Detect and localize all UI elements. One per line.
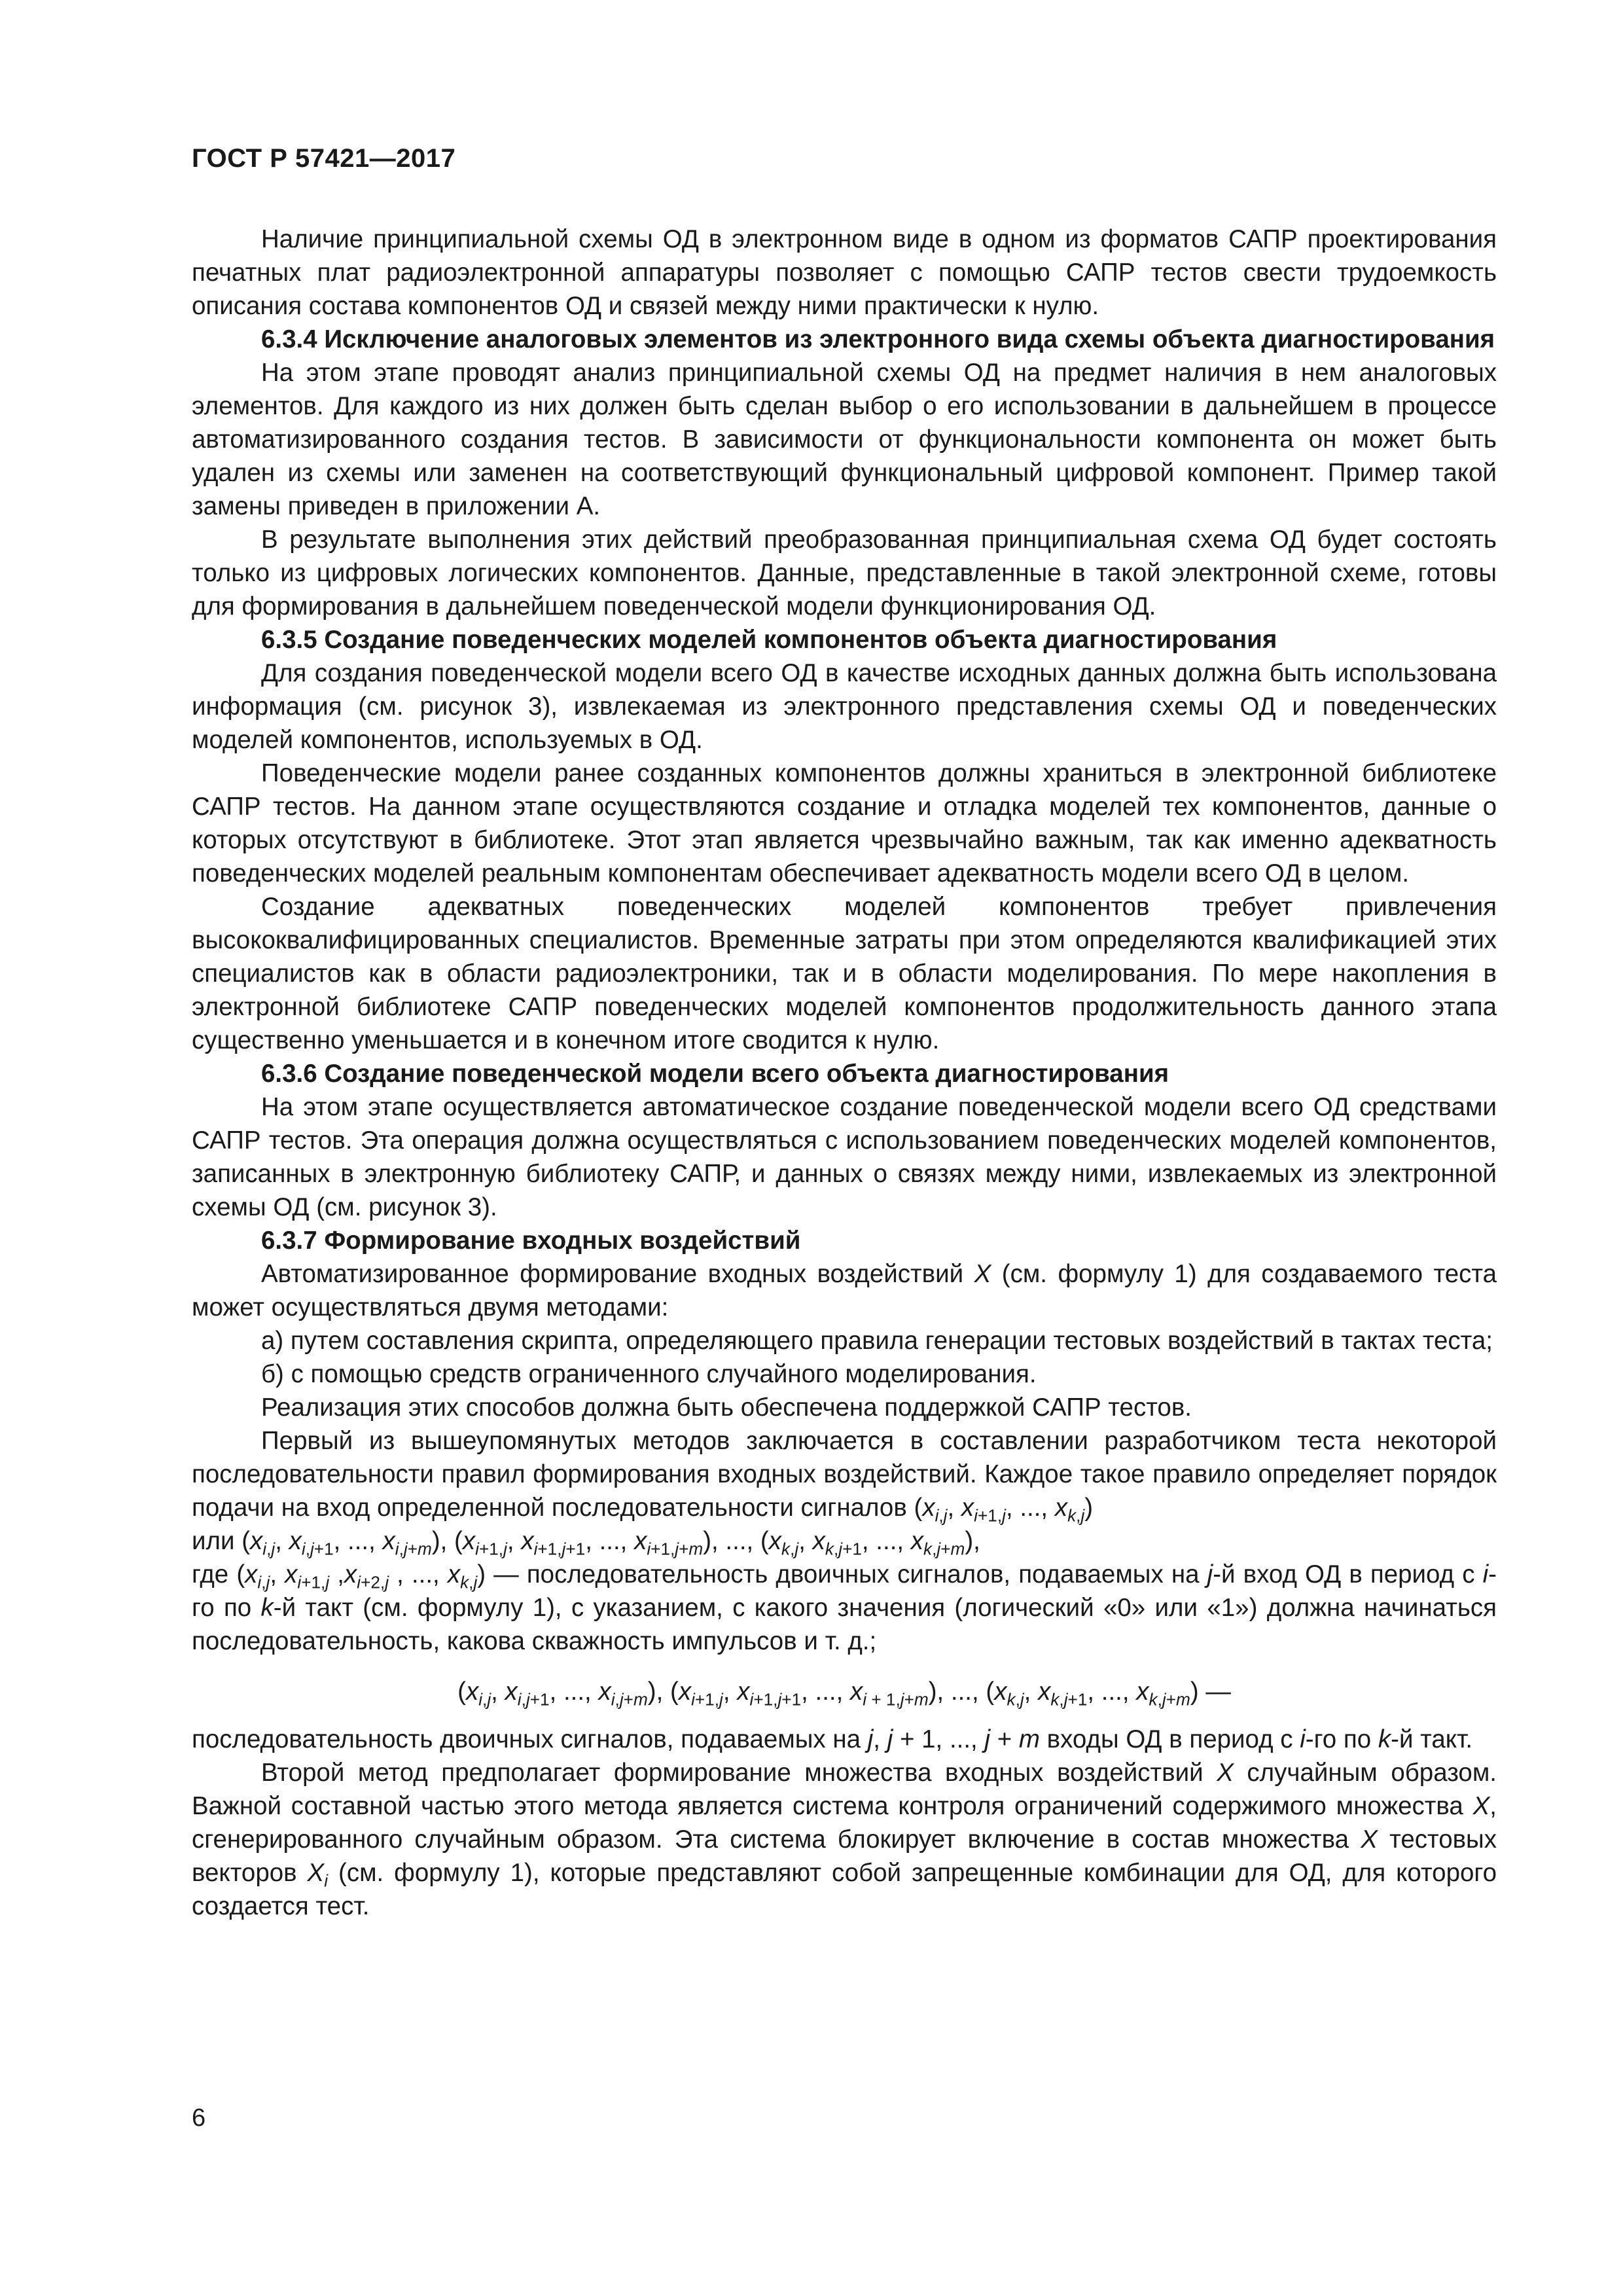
paragraph bbox=[192, 1558, 1497, 1658]
variable: i bbox=[1482, 1560, 1489, 1588]
text-run: Второй метод предполагает формирование множества входных воздействий bbox=[261, 1759, 1217, 1787]
text-run: (см. формулу 1), которые представляют собой запрещенные комбинации для ОД, для которого создается тест. bbox=[192, 1859, 1497, 1920]
text-run: , сгенерированного случайным образом. Эта система блокирует включение в состав множества bbox=[192, 1792, 1497, 1854]
paragraph: В результате выполнения этих действий преобразованная принципиальная схема ОД будет состоять только из цифровых логических компонентов. Данные, представленные в такой электронной схеме, готовы для формирования в дальнейшем поведенческой модели функционирования ОД. bbox=[192, 526, 1497, 620]
text-run: -й такт. bbox=[1391, 1725, 1473, 1753]
text-run: -й вход ОД в период с bbox=[1213, 1560, 1483, 1588]
variable: k bbox=[1378, 1725, 1391, 1753]
text-run: + 1, ..., bbox=[893, 1725, 985, 1753]
text-run: или bbox=[192, 1527, 235, 1555]
variable-x: X bbox=[1472, 1792, 1490, 1820]
text-run: Автоматизированное формирование входных воздействий bbox=[261, 1260, 974, 1288]
paragraph bbox=[192, 1723, 1497, 1756]
variable: j bbox=[984, 1725, 990, 1753]
section-heading-6-3-7: 6.3.7 Формирование входных воздействий bbox=[261, 1227, 801, 1255]
variable: j bbox=[867, 1725, 874, 1753]
page-number: 6 bbox=[192, 2104, 206, 2132]
paragraph bbox=[192, 1257, 1497, 1324]
paragraph bbox=[192, 1756, 1497, 1923]
paragraph: Наличие принципиальной схемы ОД в электронном виде в одном из форматов САПР проектирования печатных плат радиоэлектронной аппаратуры позволяет с помощью САПР тестов свести трудоемкость описания состава компонентов ОД и связей между ними практически к нулю. bbox=[192, 225, 1497, 320]
text-run: последовательность двоичных сигналов, подаваемых на bbox=[192, 1725, 868, 1753]
paragraph: Создание адекватных поведенческих моделей компонентов требует привлечения высококвалифицированных специалистов. Временные затраты при этом определяются квалификацией этих специалистов как в области радиоэлектроники, так и в области моделирования. По мере накопления в электронной библиотеке САПР поведенческих моделей компонентов продолжительность данного этапа существенно уменьшается и в конечном итоге сводится к нулю. bbox=[192, 893, 1497, 1054]
paragraph bbox=[192, 1424, 1497, 1524]
variable: j bbox=[887, 1725, 893, 1753]
variable: m bbox=[1018, 1725, 1040, 1753]
paragraph: На этом этапе осуществляется автоматическое создание поведенческой модели всего ОД средствами САПР тестов. Эта операция должна осуществляться с использованием поведенческих моделей компонентов, записанных в электронную библиотеку САПР, и данных о связях между ними, извлекаемых из электронной схемы ОД (см. рисунок 3). bbox=[192, 1093, 1497, 1221]
standard-designation: ГОСТ Р 57421—2017 bbox=[192, 144, 456, 173]
text-run: — последовательность двоичных сигналов, подаваемых на bbox=[486, 1560, 1207, 1588]
text-run: , bbox=[873, 1725, 887, 1753]
variable-subscript: i bbox=[324, 1871, 329, 1891]
paragraph: Для создания поведенческой модели всего ОД в качестве исходных данных должна быть использована информация (см. рисунок 3), извлекаемая из электронного представления схемы ОД и поведенческих моделей компонентов, используемых в ОД. bbox=[192, 659, 1497, 754]
list-item-a: а) путем составления скрипта, определяющего правила генерации тестовых воздействий в тактах теста; bbox=[261, 1327, 1493, 1355]
paragraph bbox=[192, 1524, 1497, 1558]
variable-x: X bbox=[1361, 1825, 1378, 1854]
text-run: входы ОД в период с bbox=[1039, 1725, 1300, 1753]
inline-formula: ($x_{i,j}$, $x_{i,j+1}$, ..., $x_{i,j+m}$), ($x_{i+1,j}$, $x_{i+1,j+1}$, ..., $x_{i+1,j+m}$), ..., ($x_{k,j}$, $x_{k,j+1}$, ..., $x_{k,j+m}$), bbox=[241, 1527, 980, 1559]
variable: k bbox=[260, 1594, 274, 1622]
variable: j bbox=[1207, 1560, 1213, 1588]
document-body bbox=[192, 223, 1497, 1923]
text-run: -го по bbox=[192, 1560, 1497, 1622]
text-run: (см. формулу 1) для создаваемого теста может осуществляться двумя методами: bbox=[192, 1260, 1497, 1321]
text-run: — bbox=[1198, 1677, 1231, 1706]
display-formula: ($x_{i,j}$, $x_{i,j+1}$, ..., $x_{i,j+m}$), ($x_{i+1,j}$, $x_{i+1,j+1}$, ..., $x_{i + 1,j+m}$), ..., ($x_{k,j}$, $x_{k,j+1}$, ..., $x_{k,j+m}$) — bbox=[457, 1677, 1231, 1710]
text-run: -го по bbox=[1305, 1725, 1378, 1753]
inline-formula: ($x_{i,j}$, $x_{i+1,j}$ $,x_{i+2,j}$ , ..., $x_{k,j}$) bbox=[236, 1560, 486, 1592]
text-run: тестовых векторов bbox=[192, 1825, 1497, 1887]
paragraph: Поведенческие модели ранее созданных компонентов должны храниться в электронной библиотеке САПР тестов. На данном этапе осуществляются создание и отладка моделей тех компонентов, данные о которых отсутствуют в библиотеке. Этот этап является чрезвычайно важным, так как именно адекватность поведенческих моделей реальным компонентам обеспечивает адекватность модели всего ОД в целом. bbox=[192, 759, 1497, 888]
variable: i bbox=[1300, 1725, 1306, 1753]
section-heading-6-3-6: 6.3.6 Создание поведенческой модели всего объекта диагностирования bbox=[261, 1060, 1169, 1088]
text-run: где bbox=[192, 1560, 229, 1588]
text-run: -й такт (см. формулу 1), с указанием, с какого значения (логический «0» или «1») должна начинаться последовательность, какова скважность импульсов и т. д.; bbox=[192, 1594, 1497, 1655]
variable-x: X bbox=[974, 1260, 991, 1288]
text-run: Первый из вышеупомянутых методов заключается в составлении разработчиком теста некоторой последовательности правил формирования входных воздействий. Каждое такое правило определяет порядок подачи на вход определенной последовательности сигналов bbox=[192, 1427, 1497, 1522]
list-item-b: б) с помощью средств ограниченного случайного моделирования. bbox=[261, 1360, 1037, 1388]
variable-x: X bbox=[1217, 1759, 1234, 1787]
paragraph: Реализация этих способов должна быть обеспечена поддержкой САПР тестов. bbox=[261, 1393, 1192, 1422]
paragraph: На этом этапе проводят анализ принципиальной схемы ОД на предмет наличия в нем аналоговых элементов. Для каждого из них должен быть сделан выбор о его использовании в дальнейшем в процессе автоматизированного создания тестов. В зависимости от функциональности компонента он может быть удален из схемы или заменен на соответствующий функциональный цифровой компонент. Пример такой замены приведен в приложении А. bbox=[192, 359, 1497, 520]
variable-x: X bbox=[307, 1859, 325, 1887]
inline-formula: ($x_{i,j}$, $x_{i+1,j}$, ..., $x_{k,j}$) bbox=[914, 1494, 1094, 1526]
section-heading-6-3-5: 6.3.5 Создание поведенческих моделей компонентов объекта диагностирования bbox=[261, 626, 1277, 654]
section-heading-6-3-4: 6.3.4 Исключение аналоговых элементов из электронного вида схемы объекта диагностирования bbox=[261, 325, 1495, 353]
text-run: + bbox=[990, 1725, 1019, 1753]
text-run: случайным образом. Важной составной частью этого метода является система контроля ограничений содержимого множества bbox=[192, 1759, 1497, 1820]
